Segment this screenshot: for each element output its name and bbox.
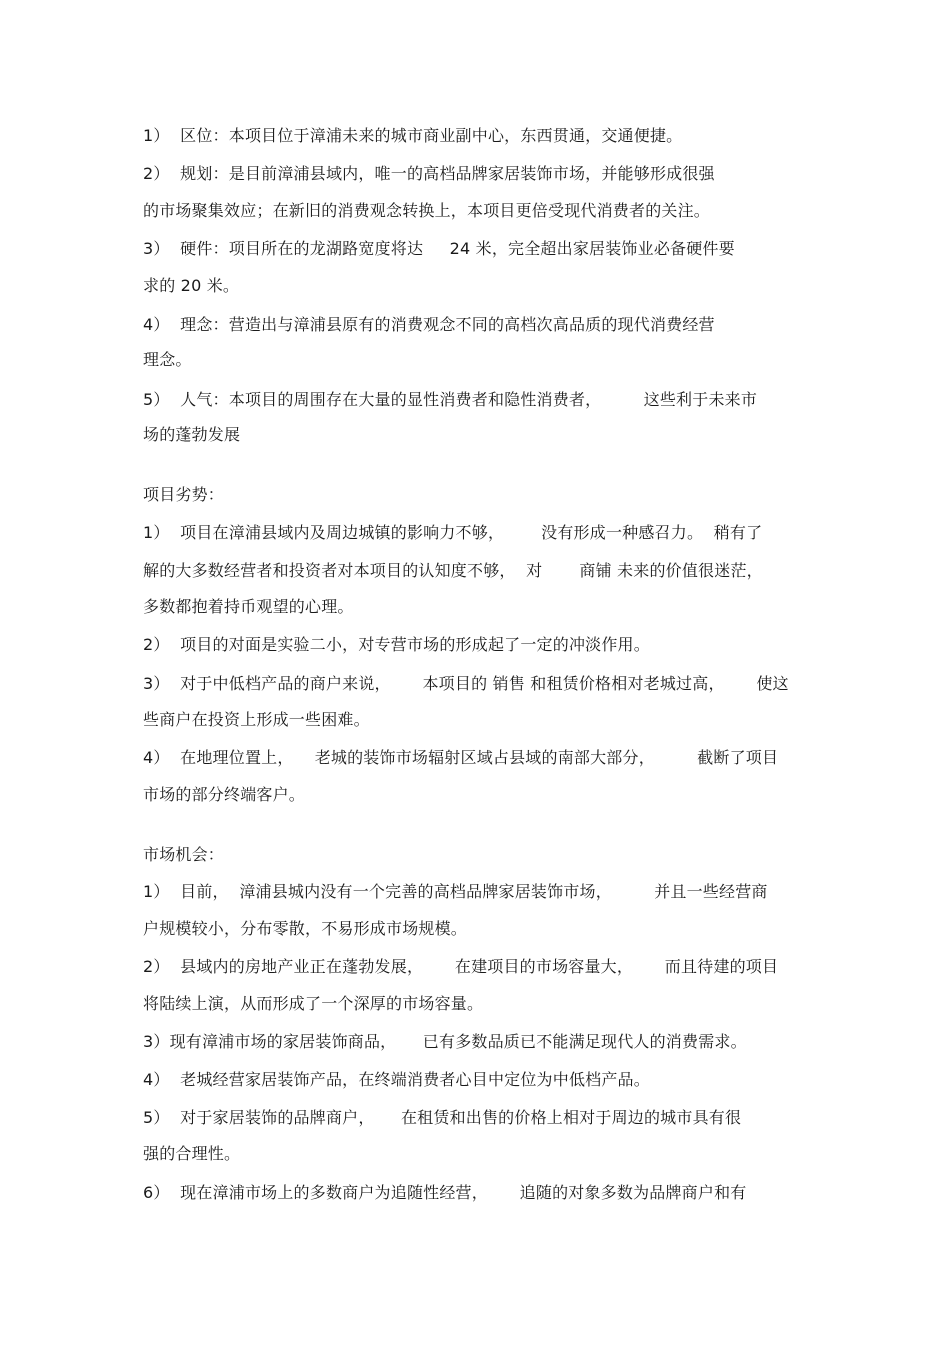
paragraph-line: 1） 目前， 漳浦县城内没有一个完善的高档品牌家居装饰市场， 并且一些经营商 (143, 882, 768, 901)
paragraph-line: 解的大多数经营者和投资者对本项目的认知度不够， 对 商铺 未来的价值很迷茫， (143, 561, 763, 580)
paragraph-line: 求的 20 米。 (143, 276, 240, 295)
paragraph-line: 1） 项目在漳浦县域内及周边城镇的影响力不够， 没有形成一种感召力。 稍有了 (143, 523, 763, 542)
paragraph-line: 理念。 (143, 350, 192, 369)
paragraph-line: 3）现有漳浦市场的家居装饰商品， 已有多数品质已不能满足现代人的消费需求。 (143, 1032, 747, 1051)
paragraph-line: 市场的部分终端客户。 (143, 785, 306, 804)
section-heading: 市场机会： (143, 845, 225, 864)
paragraph-line: 些商户在投资上形成一些困难。 (143, 710, 370, 729)
paragraph-line: 4） 老城经营家居装饰产品，在终端消费者心目中定位为中低档产品。 (143, 1070, 650, 1089)
paragraph-line: 2） 项目的对面是实验二小，对专营市场的形成起了一定的冲淡作用。 (143, 635, 650, 654)
paragraph-line: 1） 区位：本项目位于漳浦未来的城市商业副中心，东西贯通，交通便捷。 (143, 126, 683, 145)
paragraph-line: 6） 现在漳浦市场上的多数商户为追随性经营， 追随的对象多数为品牌商户和有 (143, 1183, 747, 1202)
paragraph-line: 的市场聚集效应；在新旧的消费观念转换上，本项目更倍受现代消费者的关注。 (143, 201, 711, 220)
section-heading: 项目劣势： (143, 485, 225, 504)
paragraph-line: 户规模较小，分布零散，不易形成市场规模。 (143, 919, 468, 938)
paragraph-line: 2） 县域内的房地产业正在蓬勃发展， 在建项目的市场容量大， 而且待建的项目 (143, 957, 779, 976)
paragraph-line: 4） 在地理位置上， 老城的装饰市场辐射区域占县域的南部大部分， 截断了项目 (143, 748, 779, 767)
paragraph-line: 5） 人气：本项目的周围存在大量的显性消费者和隐性消费者， 这些利于未来市 (143, 390, 758, 409)
paragraph-line: 3） 硬件：项目所在的龙湖路宽度将达 24 米，完全超出家居装饰业必备硬件要 (143, 239, 735, 258)
paragraph-line: 5） 对于家居装饰的品牌商户， 在租赁和出售的价格上相对于周边的城市具有很 (143, 1108, 742, 1127)
paragraph-line: 3） 对于中低档产品的商户来说， 本项目的 销售 和租赁价格相对老城过高， 使这 (143, 674, 789, 693)
paragraph-line: 4） 理念：营造出与漳浦县原有的消费观念不同的高档次高品质的现代消费经营 (143, 315, 715, 334)
paragraph-line: 场的蓬勃发展 (143, 425, 241, 444)
paragraph-line: 2） 规划：是目前漳浦县域内，唯一的高档品牌家居装饰市场，并能够形成很强 (143, 164, 715, 183)
paragraph-line: 将陆续上演，从而形成了一个深厚的市场容量。 (143, 994, 484, 1013)
paragraph-line: 强的合理性。 (143, 1144, 241, 1163)
paragraph-line: 多数都抱着持币观望的心理。 (143, 597, 354, 616)
